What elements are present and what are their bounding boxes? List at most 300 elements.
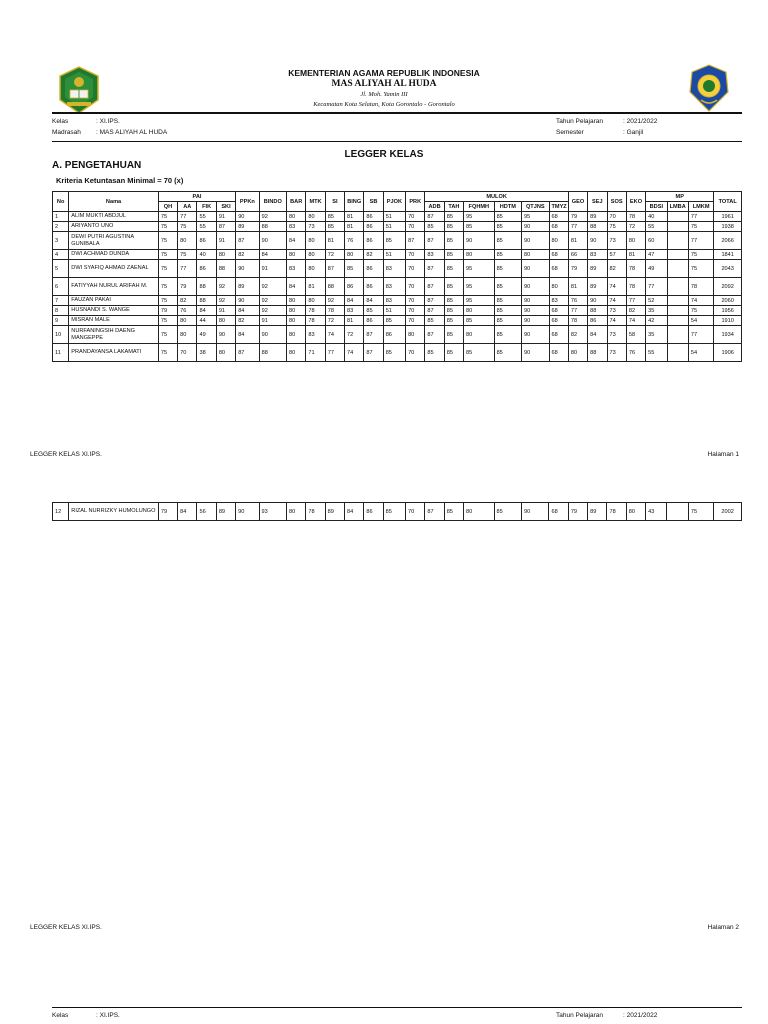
page3-tahun-value: : 2021/2022 xyxy=(623,1012,658,1019)
score-cell: 86 xyxy=(197,232,216,250)
score-cell: 85 xyxy=(444,344,463,362)
total-cell: 1906 xyxy=(714,344,742,362)
score-cell: 86 xyxy=(364,222,383,232)
header-tmyz: TMYZ xyxy=(549,202,568,212)
score-cell: 85 xyxy=(444,306,463,316)
row-number: 8 xyxy=(53,306,69,316)
score-cell: 86 xyxy=(364,212,383,222)
score-cell: 80 xyxy=(549,278,568,296)
score-cell: 78 xyxy=(568,316,587,326)
score-cell: 83 xyxy=(287,260,306,278)
table-row xyxy=(53,250,742,260)
score-cell: 77 xyxy=(178,212,197,222)
score-cell: 80 xyxy=(287,212,306,222)
row-number: 5 xyxy=(53,260,69,278)
score-cell: 77 xyxy=(688,212,713,222)
score-cell xyxy=(667,503,688,521)
score-cell: 74 xyxy=(345,344,364,362)
page3-tahun-label: Tahun Pelajaran xyxy=(556,1012,603,1019)
score-cell: 77 xyxy=(178,260,197,278)
header-ski: SKI xyxy=(216,202,235,212)
total-cell: 2002 xyxy=(714,503,742,521)
score-cell: 68 xyxy=(549,503,568,521)
score-cell: 81 xyxy=(345,212,364,222)
score-cell: 70 xyxy=(406,212,425,222)
score-cell: 75 xyxy=(158,232,177,250)
school-district: Kecamatan Kota Selatan, Kota Gorontalo - Gorontalo xyxy=(313,101,455,108)
section-heading: A. PENGETAHUAN xyxy=(52,160,142,171)
score-cell: 91 xyxy=(259,316,286,326)
score-cell: 84 xyxy=(178,503,197,521)
score-cell: 80 xyxy=(178,232,197,250)
score-cell: 81 xyxy=(345,222,364,232)
score-cell: 91 xyxy=(216,306,235,316)
header-group-pai: PAI xyxy=(158,192,235,202)
score-cell: 80 xyxy=(626,503,645,521)
score-cell: 80 xyxy=(464,306,495,316)
score-cell: 80 xyxy=(464,250,495,260)
score-cell: 89 xyxy=(588,212,607,222)
score-cell: 85 xyxy=(444,278,463,296)
score-cell: 90 xyxy=(522,222,549,232)
score-cell: 80 xyxy=(287,296,306,306)
score-cell: 85 xyxy=(494,232,521,250)
score-cell: 77 xyxy=(688,326,713,344)
score-cell: 57 xyxy=(607,250,626,260)
header-mtk: MTK xyxy=(306,192,325,212)
score-cell: 73 xyxy=(607,344,626,362)
score-cell: 75 xyxy=(158,296,177,306)
table-row xyxy=(53,316,742,326)
score-cell: 70 xyxy=(406,306,425,316)
score-cell: 82 xyxy=(236,250,259,260)
score-cell xyxy=(667,232,688,250)
table-row xyxy=(53,278,742,296)
table-row xyxy=(53,344,742,362)
score-cell: 70 xyxy=(406,296,425,306)
score-cell: 79 xyxy=(178,278,197,296)
score-cell: 80 xyxy=(306,260,325,278)
score-cell: 90 xyxy=(522,316,549,326)
score-cell: 68 xyxy=(549,212,568,222)
score-cell: 88 xyxy=(259,222,286,232)
total-cell: 1910 xyxy=(714,316,742,326)
score-cell: 92 xyxy=(259,212,286,222)
score-cell: 84 xyxy=(364,296,383,306)
score-cell: 75 xyxy=(158,326,177,344)
score-cell: 87 xyxy=(325,260,344,278)
total-cell: 1934 xyxy=(714,326,742,344)
table-row xyxy=(53,232,742,250)
score-cell: 89 xyxy=(588,278,607,296)
score-cell: 92 xyxy=(216,296,235,306)
score-cell: 82 xyxy=(178,296,197,306)
score-cell xyxy=(667,212,688,222)
header-eko: EKO xyxy=(626,192,645,212)
score-cell: 88 xyxy=(325,278,344,296)
score-cell: 73 xyxy=(306,222,325,232)
score-cell: 80 xyxy=(216,344,235,362)
score-cell: 80 xyxy=(464,503,495,521)
score-cell: 88 xyxy=(588,306,607,316)
header-qh: QH xyxy=(158,202,177,212)
score-cell: 54 xyxy=(688,316,713,326)
score-cell: 73 xyxy=(607,232,626,250)
header-bdsi: BDSI xyxy=(646,202,667,212)
score-cell: 79 xyxy=(568,503,587,521)
score-cell: 56 xyxy=(197,503,216,521)
row-number: 7 xyxy=(53,296,69,306)
score-cell: 85 xyxy=(325,222,344,232)
score-cell: 84 xyxy=(236,326,259,344)
score-cell: 84 xyxy=(197,306,216,316)
score-cell: 90 xyxy=(236,260,259,278)
score-cell: 55 xyxy=(646,344,667,362)
ministry-name: KEMENTERIAN AGAMA REPUBLIK INDONESIA xyxy=(288,68,480,78)
header-bar: BAR xyxy=(287,192,306,212)
score-cell: 55 xyxy=(197,212,216,222)
score-cell: 90 xyxy=(522,306,549,316)
score-cell: 75 xyxy=(688,503,713,521)
score-cell: 40 xyxy=(197,250,216,260)
score-cell: 76 xyxy=(626,344,645,362)
score-cell: 75 xyxy=(178,250,197,260)
score-cell: 55 xyxy=(197,222,216,232)
kelas-value: : XI.IPS. xyxy=(96,118,120,125)
score-cell: 74 xyxy=(607,278,626,296)
score-cell: 76 xyxy=(345,232,364,250)
score-cell: 92 xyxy=(259,306,286,316)
score-cell: 85 xyxy=(425,316,444,326)
score-cell: 90 xyxy=(236,503,259,521)
score-cell xyxy=(667,316,688,326)
score-cell: 91 xyxy=(216,212,235,222)
score-cell: 85 xyxy=(425,344,444,362)
score-cell: 75 xyxy=(158,212,177,222)
score-cell: 81 xyxy=(345,316,364,326)
score-cell: 77 xyxy=(626,296,645,306)
score-cell: 81 xyxy=(325,232,344,250)
score-cell: 90 xyxy=(522,260,549,278)
row-number: 1 xyxy=(53,212,69,222)
score-cell: 88 xyxy=(197,296,216,306)
score-cell: 85 xyxy=(494,250,521,260)
header-fik: FIK xyxy=(197,202,216,212)
total-cell: 2060 xyxy=(714,296,742,306)
score-cell: 40 xyxy=(646,212,667,222)
score-cell: 51 xyxy=(383,250,405,260)
header-group-mp: MP xyxy=(646,192,714,202)
score-cell: 85 xyxy=(494,316,521,326)
score-cell: 80 xyxy=(287,344,306,362)
semester-label: Semester xyxy=(556,129,584,136)
header-aa: AA xyxy=(178,202,197,212)
score-cell: 87 xyxy=(425,503,444,521)
footer-left-page1: LEGGER KELAS XI.IPS. xyxy=(30,451,102,458)
score-cell: 80 xyxy=(406,326,425,344)
score-cell: 83 xyxy=(383,296,405,306)
total-cell: 2066 xyxy=(714,232,742,250)
score-cell xyxy=(667,344,688,362)
score-cell: 80 xyxy=(216,316,235,326)
header-tah: TAH xyxy=(444,202,463,212)
score-cell: 68 xyxy=(549,260,568,278)
total-cell: 2092 xyxy=(714,278,742,296)
score-cell: 70 xyxy=(607,212,626,222)
score-cell: 70 xyxy=(178,344,197,362)
score-cell: 87 xyxy=(236,344,259,362)
header-hdtm: HDTM xyxy=(494,202,521,212)
row-number: 11 xyxy=(53,344,69,362)
header-prk: PRK xyxy=(406,192,425,212)
score-cell: 85 xyxy=(494,306,521,316)
score-cell: 95 xyxy=(464,296,495,306)
header-sej: SEJ xyxy=(588,192,607,212)
table-row xyxy=(53,260,742,278)
score-cell: 83 xyxy=(588,250,607,260)
score-cell: 49 xyxy=(197,326,216,344)
score-cell: 80 xyxy=(306,250,325,260)
score-cell: 75 xyxy=(688,260,713,278)
score-cell xyxy=(667,306,688,316)
score-cell: 86 xyxy=(345,278,364,296)
score-cell: 91 xyxy=(216,232,235,250)
score-cell: 92 xyxy=(216,278,235,296)
total-cell: 2043 xyxy=(714,260,742,278)
score-cell: 87 xyxy=(425,306,444,316)
score-cell: 84 xyxy=(259,250,286,260)
score-cell: 55 xyxy=(646,222,667,232)
score-cell: 84 xyxy=(287,232,306,250)
score-cell: 76 xyxy=(568,296,587,306)
student-name: DWI ACHMAD DUNDA xyxy=(69,250,159,260)
score-cell: 68 xyxy=(549,222,568,232)
score-cell: 85 xyxy=(383,344,405,362)
table-row xyxy=(53,326,742,344)
header-si: SI xyxy=(325,192,344,212)
score-cell: 74 xyxy=(626,316,645,326)
header-no: No xyxy=(53,192,69,212)
total-cell: 1938 xyxy=(714,222,742,232)
score-cell: 85 xyxy=(444,232,463,250)
madrasah-label: Madrasah xyxy=(52,129,81,136)
score-cell: 80 xyxy=(178,316,197,326)
student-name: DWI SYAFIQ AHMAD ZAENAL xyxy=(69,260,159,278)
score-cell: 84 xyxy=(287,278,306,296)
score-cell: 79 xyxy=(568,212,587,222)
score-cell: 72 xyxy=(325,316,344,326)
page-title: LEGGER KELAS xyxy=(344,149,424,160)
info-divider xyxy=(52,141,742,142)
score-cell: 93 xyxy=(259,503,286,521)
score-cell: 43 xyxy=(646,503,667,521)
score-cell: 86 xyxy=(588,316,607,326)
score-cell: 72 xyxy=(325,250,344,260)
score-cell: 58 xyxy=(626,326,645,344)
score-cell: 89 xyxy=(236,222,259,232)
score-cell: 85 xyxy=(364,306,383,316)
score-cell: 72 xyxy=(345,326,364,344)
score-cell: 87 xyxy=(425,260,444,278)
header-sos: SOS xyxy=(607,192,626,212)
score-cell: 85 xyxy=(444,222,463,232)
score-cell: 42 xyxy=(646,316,667,326)
score-cell: 83 xyxy=(383,260,405,278)
student-name: HUSNANDI S. WANGE xyxy=(69,306,159,316)
score-cell: 86 xyxy=(364,503,383,521)
score-cell: 85 xyxy=(464,222,495,232)
score-cell: 70 xyxy=(406,260,425,278)
score-cell: 83 xyxy=(549,296,568,306)
score-cell: 80 xyxy=(216,250,235,260)
score-cell: 77 xyxy=(646,278,667,296)
student-name: FATIYYAH NURUL ARIFAH M. xyxy=(69,278,159,296)
header-ppkn: PPKn xyxy=(236,192,259,212)
score-cell: 73 xyxy=(607,306,626,316)
header-qtjns: QTJNS xyxy=(522,202,549,212)
score-cell: 83 xyxy=(345,306,364,316)
score-cell: 82 xyxy=(626,306,645,316)
score-cell: 78 xyxy=(306,503,325,521)
score-cell: 90 xyxy=(216,326,235,344)
score-cell: 90 xyxy=(522,326,549,344)
header-pjok: PJOK xyxy=(383,192,405,212)
score-cell: 74 xyxy=(607,296,626,306)
score-cell: 75 xyxy=(158,316,177,326)
score-cell: 44 xyxy=(197,316,216,326)
score-cell: 83 xyxy=(306,326,325,344)
score-cell: 80 xyxy=(287,503,306,521)
score-cell: 85 xyxy=(345,260,364,278)
score-cell: 86 xyxy=(364,278,383,296)
score-cell: 81 xyxy=(626,250,645,260)
score-cell: 70 xyxy=(406,503,425,521)
score-cell: 90 xyxy=(522,503,549,521)
score-cell: 85 xyxy=(494,503,521,521)
score-cell: 80 xyxy=(306,212,325,222)
score-cell: 51 xyxy=(383,306,405,316)
row-number: 6 xyxy=(53,278,69,296)
score-cell: 54 xyxy=(688,344,713,362)
score-cell: 89 xyxy=(588,503,607,521)
madrasah-value: : MAS ALIYAH AL HUDA xyxy=(96,129,168,136)
score-cell xyxy=(667,296,688,306)
score-cell: 88 xyxy=(216,260,235,278)
score-cell: 35 xyxy=(646,326,667,344)
score-cell: 75 xyxy=(607,222,626,232)
header-lmkm: LMKM xyxy=(688,202,713,212)
score-cell: 68 xyxy=(549,316,568,326)
score-cell: 35 xyxy=(646,306,667,316)
score-cell: 78 xyxy=(626,260,645,278)
score-cell: 85 xyxy=(444,316,463,326)
score-cell xyxy=(667,250,688,260)
header-geo: GEO xyxy=(568,192,587,212)
header-fqhmh: FQHMH xyxy=(464,202,495,212)
score-cell: 85 xyxy=(494,222,521,232)
school-name: MAS ALIYAH AL HUDA xyxy=(331,79,437,89)
score-cell xyxy=(667,278,688,296)
student-name: RIZAL NURRIZKY HUMOLUNGO xyxy=(69,503,159,521)
student-name: MISRAN MALE xyxy=(69,316,159,326)
score-cell: 92 xyxy=(325,296,344,306)
score-cell: 79 xyxy=(158,306,177,316)
score-cell: 72 xyxy=(626,222,645,232)
score-cell: 83 xyxy=(425,250,444,260)
score-cell: 85 xyxy=(383,316,405,326)
score-cell: 75 xyxy=(158,344,177,362)
score-cell: 88 xyxy=(197,278,216,296)
score-cell: 75 xyxy=(158,260,177,278)
score-cell: 70 xyxy=(406,222,425,232)
score-cell: 85 xyxy=(383,503,405,521)
row-number: 2 xyxy=(53,222,69,232)
score-cell: 86 xyxy=(364,260,383,278)
kkm-text: Kriteria Ketuntasan Minimal = 70 (x) xyxy=(56,176,184,185)
score-cell: 68 xyxy=(549,250,568,260)
header-sb: SB xyxy=(364,192,383,212)
score-cell: 68 xyxy=(549,326,568,344)
score-cell: 86 xyxy=(383,326,405,344)
score-cell: 74 xyxy=(325,326,344,344)
header-bing: BING xyxy=(345,192,364,212)
score-cell: 82 xyxy=(568,326,587,344)
header-divider xyxy=(52,112,742,114)
score-cell: 75 xyxy=(158,222,177,232)
score-cell: 70 xyxy=(406,278,425,296)
score-cell: 87 xyxy=(364,326,383,344)
score-cell: 88 xyxy=(588,344,607,362)
score-cell: 78 xyxy=(306,316,325,326)
score-cell: 70 xyxy=(406,316,425,326)
score-cell: 75 xyxy=(178,222,197,232)
score-cell: 85 xyxy=(444,326,463,344)
table-row xyxy=(53,212,742,222)
score-cell: 49 xyxy=(646,260,667,278)
legger-table-page2 xyxy=(52,502,742,521)
score-cell: 75 xyxy=(688,250,713,260)
score-cell: 78 xyxy=(688,278,713,296)
score-cell: 85 xyxy=(494,260,521,278)
score-cell xyxy=(667,222,688,232)
score-cell: 78 xyxy=(626,212,645,222)
score-cell: 80 xyxy=(287,316,306,326)
total-cell: 1961 xyxy=(714,212,742,222)
score-cell: 85 xyxy=(444,503,463,521)
score-cell: 80 xyxy=(568,344,587,362)
score-cell: 75 xyxy=(158,278,177,296)
score-cell: 85 xyxy=(444,296,463,306)
score-cell: 77 xyxy=(568,306,587,316)
score-cell: 89 xyxy=(216,503,235,521)
score-cell: 95 xyxy=(464,212,495,222)
score-cell: 89 xyxy=(325,503,344,521)
score-cell: 89 xyxy=(236,278,259,296)
header-bindo: BINDO xyxy=(259,192,286,212)
score-cell: 90 xyxy=(259,326,286,344)
student-name: PRANDAYANSA LAKAMATI xyxy=(69,344,159,362)
score-cell: 85 xyxy=(494,344,521,362)
score-cell: 85 xyxy=(464,316,495,326)
header-lmba: LMBA xyxy=(667,202,688,212)
score-cell: 80 xyxy=(287,306,306,316)
student-name: DEWI PUTRI AGUSTINA GUNIBALA xyxy=(69,232,159,250)
footer-right-page1: Halaman 1 xyxy=(707,451,739,458)
score-cell: 68 xyxy=(549,344,568,362)
score-cell: 38 xyxy=(197,344,216,362)
score-cell: 90 xyxy=(464,232,495,250)
school-address: Jl. Moh. Yamin III xyxy=(360,91,408,98)
